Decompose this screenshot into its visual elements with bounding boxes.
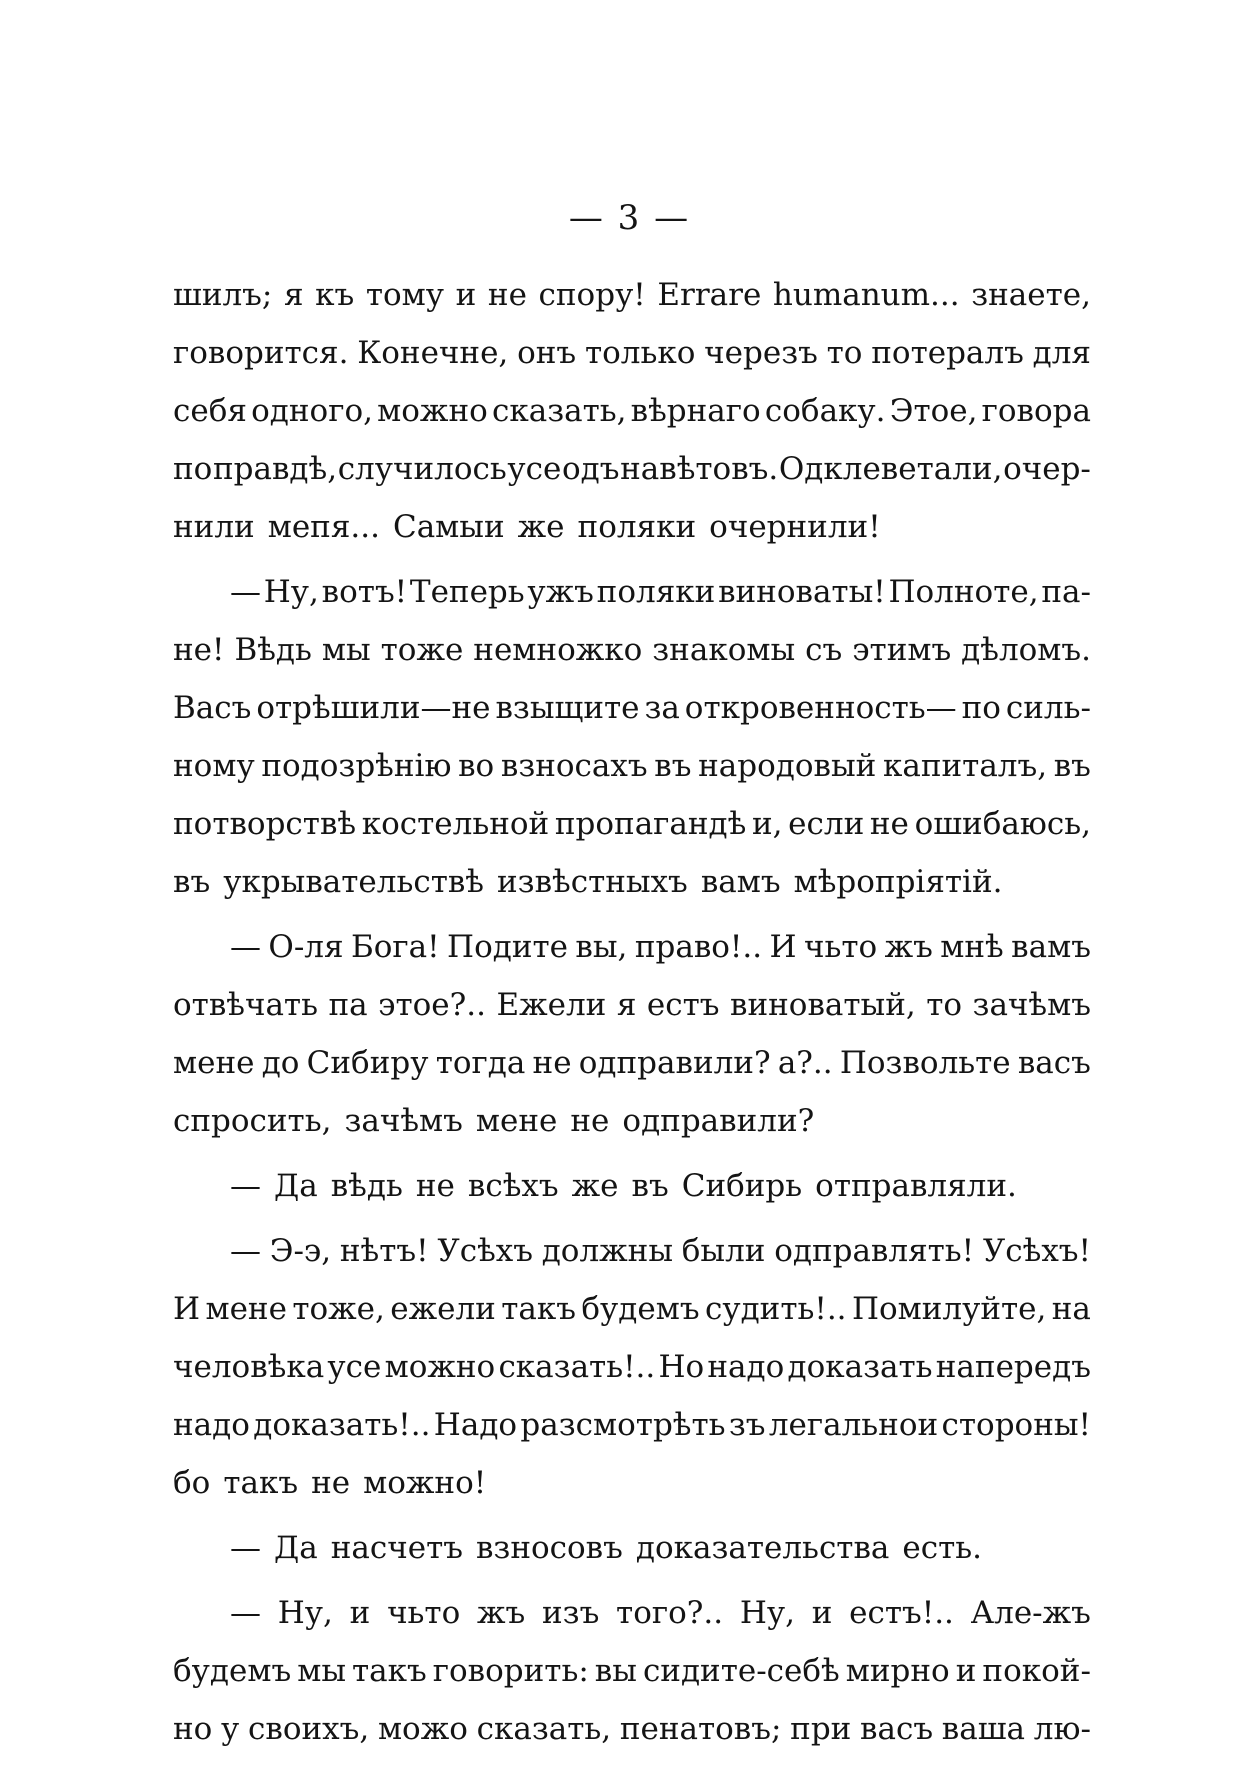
text-line: — Ну, вотъ! Теперь ужъ поляки виноваты! Полноте, па- [230, 574, 1091, 610]
text-line: говорится. Конечне, онъ только черезъ то потералъ для [173, 335, 1091, 371]
text-line: по правдѣ, случилось усе одъ навѣтовъ. Одклеветали, очер- [173, 451, 1091, 487]
text-line: — Ну, и чьто жъ изъ того?.. Ну, и естъ!.. Але-жъ [230, 1595, 1091, 1631]
text-line: И мене тоже, ежели такъ будемъ судить!.. Помилуйте, на [173, 1291, 1091, 1327]
text-line: бо такъ не можно! [173, 1465, 487, 1501]
text-line: нили мепя... Самыи же поляки очернили! [173, 509, 881, 545]
text-line: будемъ мы такъ говорить: вы сидите-себѣ мирно и покой- [173, 1653, 1091, 1689]
text-line: — О-ля Бога! Подите вы, право!.. И чьто жъ мнѣ вамъ [230, 929, 1091, 965]
text-line: ному подозрѣнію во взносахъ въ народовый капиталъ, въ [173, 748, 1091, 784]
text-line: отвѣчать па этое?.. Ежели я естъ виноватый, то зачѣмъ [173, 987, 1091, 1023]
text-line: не! Вѣдь мы тоже немножко знакомы съ этимъ дѣломъ. [173, 632, 1091, 668]
text-line: себя одного, можно сказать, вѣрнаго собаку. Этое, говора [173, 393, 1091, 429]
page-number: — 3 — [568, 198, 691, 238]
text-line: но у своихъ, можо сказать, пенатовъ; при васъ ваша лю- [173, 1711, 1091, 1747]
text-line: — Да насчетъ взносовъ доказательства есть. [230, 1530, 982, 1566]
text-line: Васъ отрѣшили—не взыщите за откровенность— по силь- [173, 690, 1091, 726]
text-line: спросить, зачѣмъ мене не одправили? [173, 1103, 815, 1139]
text-line: шилъ; я къ тому и не спору! Errare humanum... знаете, [173, 277, 1091, 313]
body-text [173, 266, 1091, 1758]
text-line: мене до Сибиру тогда не одправили? а?.. Позвольте васъ [173, 1045, 1091, 1081]
text-line: — Э-э, нѣтъ! Усѣхъ должны были одправлять! Усѣхъ! [230, 1233, 1091, 1269]
text-line: въ укрывательствѣ извѣстныхъ вамъ мѣропріятій. [173, 864, 1003, 900]
text-line: человѣка усе можно сказать!.. Но надо доказать напередъ [173, 1349, 1091, 1385]
text-line: надо доказать!.. Надо разсмотрѣть зъ легальнои стороны! [173, 1407, 1091, 1443]
text-line: — Да вѣдь не всѣхъ же въ Сибирь отправляли. [230, 1168, 1017, 1204]
text-line: потворствѣ костельной пропагандѣ и, если не ошибаюсь, [173, 806, 1091, 842]
